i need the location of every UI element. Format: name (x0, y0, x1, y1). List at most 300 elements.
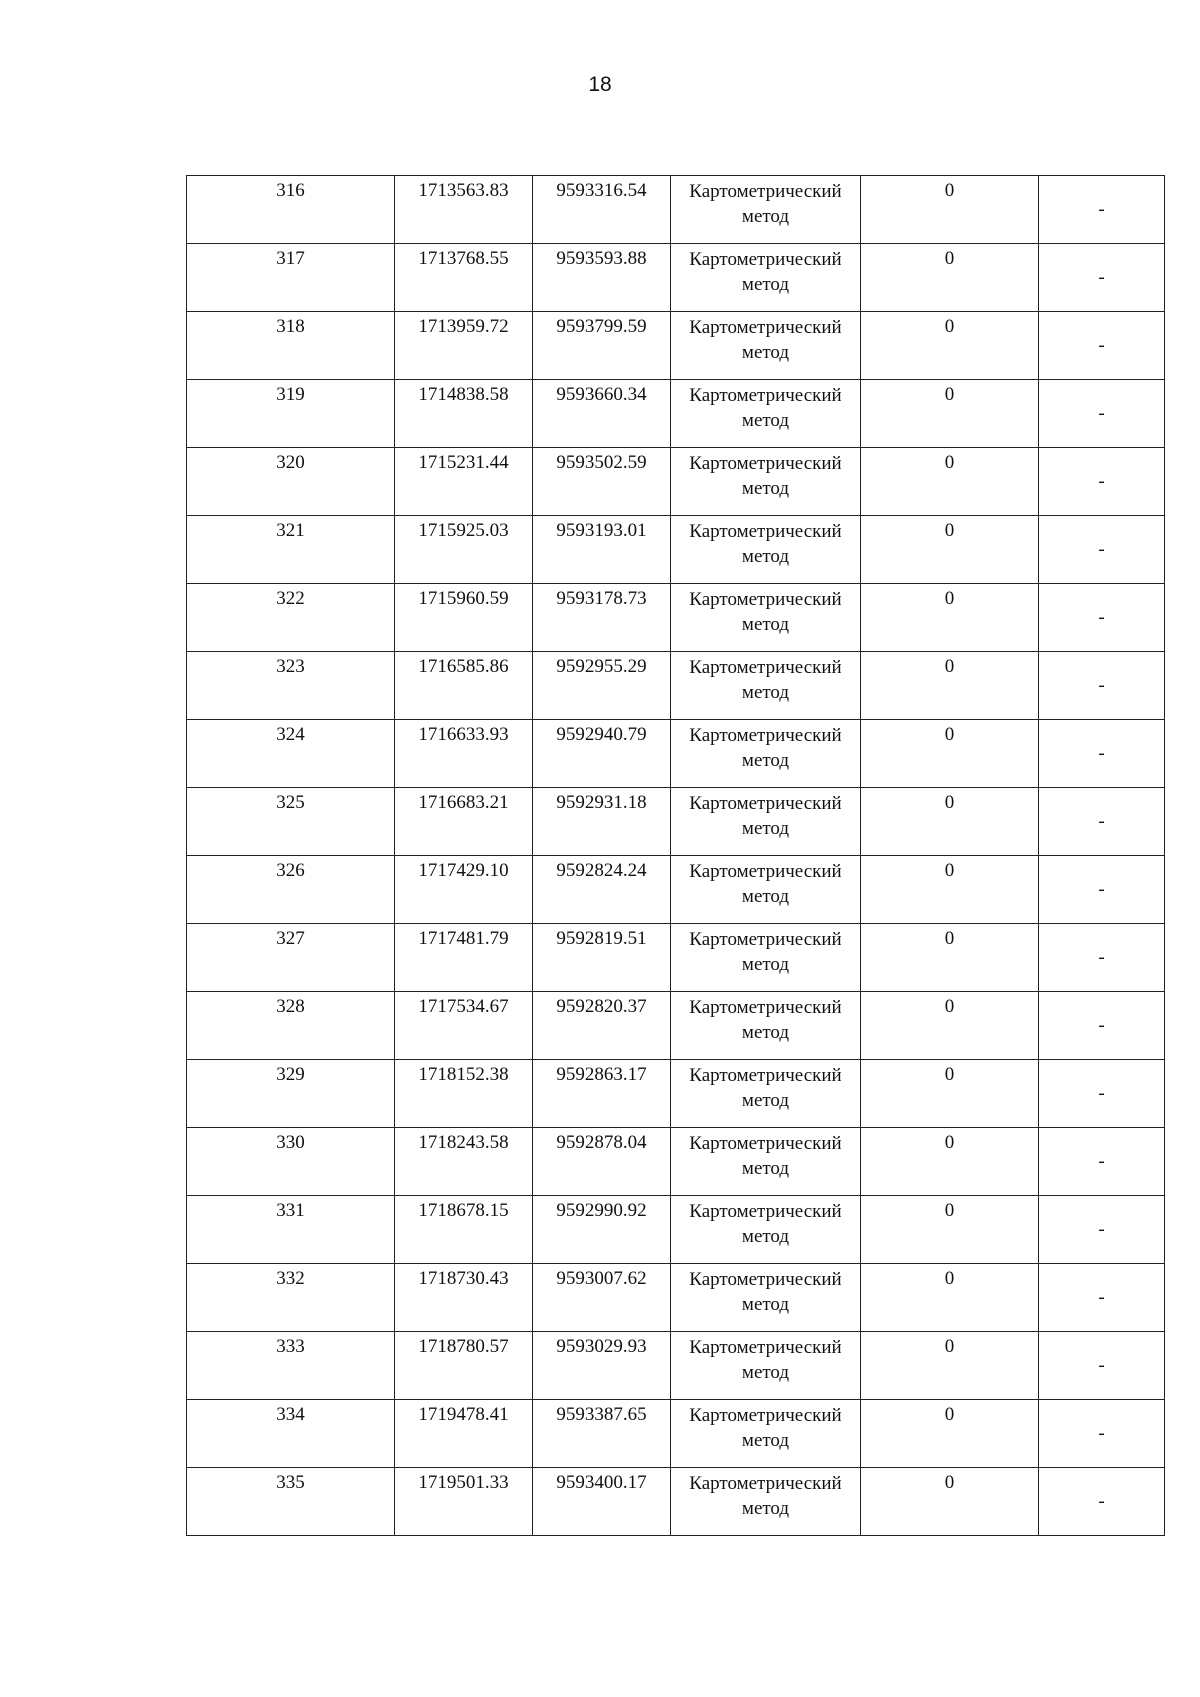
x-coordinate-cell (395, 176, 533, 244)
point-number-cell-text: 330 (276, 1132, 305, 1153)
method-text (671, 516, 860, 569)
point-number-cell (187, 1400, 395, 1468)
error-cell (861, 516, 1039, 584)
x-coordinate-cell (395, 1128, 533, 1196)
table-row (187, 1264, 1165, 1332)
note-cell-text: - (1098, 743, 1105, 764)
error-cell (861, 1468, 1039, 1536)
method-line-2: метод (741, 1430, 790, 1451)
y-coordinate-cell-text: 9593593.88 (556, 248, 647, 269)
method-line-1: Картометрический (689, 1201, 842, 1222)
y-coordinate-cell (533, 312, 671, 380)
note-cell (1039, 992, 1165, 1060)
point-number-cell-text: 324 (276, 724, 305, 745)
table-row (187, 788, 1165, 856)
y-coordinate-cell (533, 448, 671, 516)
y-coordinate-cell-text: 9592955.29 (556, 656, 647, 677)
x-coordinate-cell-text: 1713768.55 (418, 248, 509, 269)
method-text (671, 244, 860, 297)
method-text (671, 380, 860, 433)
point-number-cell-text: 333 (276, 1336, 305, 1357)
error-cell (861, 1264, 1039, 1332)
method-cell (671, 1400, 861, 1468)
method-text (671, 1264, 860, 1317)
error-cell-text: 0 (944, 1268, 955, 1289)
method-cell (671, 1196, 861, 1264)
y-coordinate-cell (533, 244, 671, 312)
error-cell-text: 0 (944, 1404, 955, 1425)
method-cell (671, 924, 861, 992)
y-coordinate-cell (533, 720, 671, 788)
method-cell (671, 992, 861, 1060)
method-line-1: Картометрический (689, 1269, 842, 1290)
x-coordinate-cell (395, 1400, 533, 1468)
note-cell-text: - (1098, 199, 1105, 220)
point-number-cell-text: 323 (276, 656, 305, 677)
x-coordinate-cell (395, 788, 533, 856)
x-coordinate-cell-text: 1717429.10 (418, 860, 509, 881)
method-cell (671, 176, 861, 244)
method-line-2: метод (741, 1226, 790, 1247)
point-number-cell (187, 244, 395, 312)
y-coordinate-cell (533, 1128, 671, 1196)
method-text (671, 1468, 860, 1521)
y-coordinate-cell (533, 788, 671, 856)
x-coordinate-cell-text: 1717534.67 (418, 996, 509, 1017)
y-coordinate-cell-text: 9592990.92 (556, 1200, 647, 1221)
point-number-cell-text: 329 (276, 1064, 305, 1085)
method-line-2: метод (741, 1158, 790, 1179)
x-coordinate-cell (395, 584, 533, 652)
method-line-1: Картометрический (689, 589, 842, 610)
method-cell (671, 1264, 861, 1332)
point-number-cell (187, 380, 395, 448)
error-cell (861, 584, 1039, 652)
table-row (187, 1128, 1165, 1196)
method-line-2: метод (741, 750, 790, 771)
point-number-cell (187, 176, 395, 244)
x-coordinate-cell-text: 1713959.72 (418, 316, 509, 337)
point-number-cell-text: 328 (276, 996, 305, 1017)
method-line-1: Картометрический (689, 521, 842, 542)
y-coordinate-cell-text: 9592820.37 (556, 996, 647, 1017)
method-line-1: Картометрический (689, 453, 842, 474)
method-line-1: Картометрический (689, 725, 842, 746)
y-coordinate-cell-text: 9592824.24 (556, 860, 647, 881)
x-coordinate-cell (395, 856, 533, 924)
note-cell (1039, 1196, 1165, 1264)
point-number-cell (187, 448, 395, 516)
x-coordinate-cell (395, 720, 533, 788)
page-number: 18 (588, 73, 612, 96)
method-cell (671, 244, 861, 312)
error-cell (861, 652, 1039, 720)
point-number-cell (187, 1128, 395, 1196)
error-cell-text: 0 (944, 792, 955, 813)
point-number-cell-text: 322 (276, 588, 305, 609)
error-cell (861, 856, 1039, 924)
point-number-cell (187, 788, 395, 856)
y-coordinate-cell (533, 652, 671, 720)
point-number-cell-text: 331 (276, 1200, 305, 1221)
error-cell (861, 924, 1039, 992)
x-coordinate-cell (395, 1060, 533, 1128)
y-coordinate-cell-text: 9593660.34 (556, 384, 647, 405)
table-row (187, 1332, 1165, 1400)
method-line-2: метод (741, 206, 790, 227)
x-coordinate-cell (395, 1468, 533, 1536)
y-coordinate-cell (533, 924, 671, 992)
x-coordinate-cell-text: 1713563.83 (418, 180, 509, 201)
x-coordinate-cell (395, 244, 533, 312)
note-cell-text: - (1098, 675, 1105, 696)
x-coordinate-cell (395, 1196, 533, 1264)
note-cell (1039, 856, 1165, 924)
table-row (187, 584, 1165, 652)
note-cell (1039, 720, 1165, 788)
y-coordinate-cell-text: 9593193.01 (556, 520, 647, 541)
note-cell-text: - (1098, 1287, 1105, 1308)
y-coordinate-cell-text: 9593387.65 (556, 1404, 647, 1425)
method-text (671, 720, 860, 773)
table-row (187, 992, 1165, 1060)
point-number-cell-text: 316 (276, 180, 305, 201)
table-row (187, 244, 1165, 312)
error-cell-text: 0 (944, 452, 955, 473)
method-line-1: Картометрический (689, 861, 842, 882)
error-cell-text: 0 (944, 860, 955, 881)
note-cell-text: - (1098, 1219, 1105, 1240)
coordinates-table (186, 175, 1165, 1536)
y-coordinate-cell-text: 9592819.51 (556, 928, 647, 949)
x-coordinate-cell (395, 1332, 533, 1400)
method-line-2: метод (741, 818, 790, 839)
error-cell (861, 176, 1039, 244)
note-cell-text: - (1098, 1423, 1105, 1444)
method-line-2: метод (741, 1294, 790, 1315)
error-cell (861, 312, 1039, 380)
y-coordinate-cell-text: 9592878.04 (556, 1132, 647, 1153)
coordinates-table-body (187, 176, 1165, 1536)
method-line-2: метод (741, 1362, 790, 1383)
method-text (671, 1400, 860, 1453)
x-coordinate-cell-text: 1715925.03 (418, 520, 509, 541)
error-cell-text: 0 (944, 996, 955, 1017)
y-coordinate-cell (533, 516, 671, 584)
x-coordinate-cell-text: 1719501.33 (418, 1472, 509, 1493)
y-coordinate-cell (533, 380, 671, 448)
x-coordinate-cell-text: 1716633.93 (418, 724, 509, 745)
error-cell (861, 788, 1039, 856)
note-cell (1039, 1128, 1165, 1196)
y-coordinate-cell-text: 9593029.93 (556, 1336, 647, 1357)
error-cell (861, 448, 1039, 516)
table-row (187, 652, 1165, 720)
method-text (671, 788, 860, 841)
x-coordinate-cell-text: 1715231.44 (418, 452, 509, 473)
y-coordinate-cell-text: 9593400.17 (556, 1472, 647, 1493)
method-text (671, 1060, 860, 1113)
error-cell-text: 0 (944, 520, 955, 541)
table-row (187, 1400, 1165, 1468)
point-number-cell-text: 334 (276, 1404, 305, 1425)
point-number-cell (187, 720, 395, 788)
x-coordinate-cell (395, 652, 533, 720)
method-line-2: метод (741, 274, 790, 295)
method-cell (671, 584, 861, 652)
method-text (671, 1332, 860, 1385)
x-coordinate-cell (395, 448, 533, 516)
table-row (187, 516, 1165, 584)
point-number-cell-text: 321 (276, 520, 305, 541)
method-cell (671, 448, 861, 516)
y-coordinate-cell-text: 9593799.59 (556, 316, 647, 337)
y-coordinate-cell (533, 1060, 671, 1128)
method-line-2: метод (741, 546, 790, 567)
x-coordinate-cell-text: 1716683.21 (418, 792, 509, 813)
method-cell (671, 856, 861, 924)
error-cell (861, 1060, 1039, 1128)
error-cell (861, 720, 1039, 788)
y-coordinate-cell-text: 9592863.17 (556, 1064, 647, 1085)
point-number-cell-text: 335 (276, 1472, 305, 1493)
table-row (187, 1060, 1165, 1128)
point-number-cell (187, 652, 395, 720)
point-number-cell-text: 318 (276, 316, 305, 337)
method-cell (671, 1468, 861, 1536)
point-number-cell (187, 584, 395, 652)
error-cell-text: 0 (944, 316, 955, 337)
x-coordinate-cell-text: 1718243.58 (418, 1132, 509, 1153)
method-cell (671, 1060, 861, 1128)
table-row (187, 924, 1165, 992)
method-line-1: Картометрический (689, 793, 842, 814)
method-text (671, 652, 860, 705)
method-line-1: Картометрический (689, 929, 842, 950)
point-number-cell (187, 1468, 395, 1536)
method-text (671, 856, 860, 909)
y-coordinate-cell (533, 856, 671, 924)
x-coordinate-cell (395, 1264, 533, 1332)
note-cell (1039, 1468, 1165, 1536)
error-cell (861, 244, 1039, 312)
method-text (671, 1196, 860, 1249)
point-number-cell (187, 992, 395, 1060)
error-cell-text: 0 (944, 928, 955, 949)
error-cell-text: 0 (944, 384, 955, 405)
method-cell (671, 652, 861, 720)
note-cell (1039, 788, 1165, 856)
note-cell-text: - (1098, 539, 1105, 560)
note-cell-text: - (1098, 1151, 1105, 1172)
y-coordinate-cell (533, 992, 671, 1060)
x-coordinate-cell (395, 992, 533, 1060)
point-number-cell-text: 326 (276, 860, 305, 881)
note-cell (1039, 312, 1165, 380)
table-row (187, 448, 1165, 516)
x-coordinate-cell-text: 1714838.58 (418, 384, 509, 405)
point-number-cell (187, 1332, 395, 1400)
method-cell (671, 788, 861, 856)
table-row (187, 176, 1165, 244)
note-cell-text: - (1098, 335, 1105, 356)
error-cell-text: 0 (944, 588, 955, 609)
table-row (187, 856, 1165, 924)
method-line-1: Картометрический (689, 657, 842, 678)
error-cell (861, 1128, 1039, 1196)
y-coordinate-cell (533, 1332, 671, 1400)
x-coordinate-cell (395, 312, 533, 380)
x-coordinate-cell (395, 380, 533, 448)
method-line-2: метод (741, 1498, 790, 1519)
error-cell-text: 0 (944, 1064, 955, 1085)
x-coordinate-cell-text: 1718780.57 (418, 1336, 509, 1357)
note-cell (1039, 1264, 1165, 1332)
x-coordinate-cell-text: 1715960.59 (418, 588, 509, 609)
error-cell (861, 1332, 1039, 1400)
method-text (671, 312, 860, 365)
note-cell (1039, 1400, 1165, 1468)
method-cell (671, 380, 861, 448)
method-line-2: метод (741, 410, 790, 431)
point-number-cell (187, 1264, 395, 1332)
note-cell-text: - (1098, 947, 1105, 968)
method-line-1: Картометрический (689, 181, 842, 202)
method-line-1: Картометрический (689, 997, 842, 1018)
method-text (671, 924, 860, 977)
method-line-1: Картометрический (689, 249, 842, 270)
point-number-cell-text: 332 (276, 1268, 305, 1289)
y-coordinate-cell (533, 1196, 671, 1264)
method-cell (671, 312, 861, 380)
x-coordinate-cell (395, 924, 533, 992)
method-cell (671, 720, 861, 788)
note-cell-text: - (1098, 403, 1105, 424)
point-number-cell (187, 312, 395, 380)
method-line-2: метод (741, 682, 790, 703)
x-coordinate-cell-text: 1718730.43 (418, 1268, 509, 1289)
note-cell-text: - (1098, 811, 1105, 832)
error-cell (861, 1400, 1039, 1468)
point-number-cell-text: 320 (276, 452, 305, 473)
method-line-2: метод (741, 886, 790, 907)
x-coordinate-cell-text: 1717481.79 (418, 928, 509, 949)
error-cell-text: 0 (944, 248, 955, 269)
method-cell (671, 1128, 861, 1196)
note-cell-text: - (1098, 1355, 1105, 1376)
table-row (187, 1196, 1165, 1264)
point-number-cell-text: 317 (276, 248, 305, 269)
note-cell-text: - (1098, 1491, 1105, 1512)
note-cell (1039, 584, 1165, 652)
x-coordinate-cell-text: 1719478.41 (418, 1404, 509, 1425)
point-number-cell-text: 327 (276, 928, 305, 949)
y-coordinate-cell-text: 9592931.18 (556, 792, 647, 813)
note-cell-text: - (1098, 267, 1105, 288)
error-cell-text: 0 (944, 1132, 955, 1153)
y-coordinate-cell (533, 176, 671, 244)
method-line-2: метод (741, 342, 790, 363)
point-number-cell (187, 924, 395, 992)
note-cell (1039, 176, 1165, 244)
method-line-1: Картометрический (689, 1133, 842, 1154)
method-line-2: метод (741, 478, 790, 499)
method-line-2: метод (741, 1090, 790, 1111)
point-number-cell (187, 1060, 395, 1128)
method-cell (671, 1332, 861, 1400)
note-cell (1039, 924, 1165, 992)
table-row (187, 720, 1165, 788)
method-text (671, 176, 860, 229)
method-line-1: Картометрический (689, 1473, 842, 1494)
note-cell (1039, 448, 1165, 516)
method-text (671, 1128, 860, 1181)
x-coordinate-cell-text: 1718152.38 (418, 1064, 509, 1085)
error-cell-text: 0 (944, 1472, 955, 1493)
y-coordinate-cell-text: 9593502.59 (556, 452, 647, 473)
y-coordinate-cell (533, 1468, 671, 1536)
method-text (671, 448, 860, 501)
error-cell (861, 380, 1039, 448)
note-cell (1039, 380, 1165, 448)
note-cell (1039, 652, 1165, 720)
note-cell (1039, 244, 1165, 312)
note-cell-text: - (1098, 607, 1105, 628)
point-number-cell (187, 1196, 395, 1264)
error-cell-text: 0 (944, 180, 955, 201)
note-cell-text: - (1098, 879, 1105, 900)
note-cell (1039, 1332, 1165, 1400)
point-number-cell (187, 516, 395, 584)
error-cell-text: 0 (944, 724, 955, 745)
table-row (187, 312, 1165, 380)
method-text (671, 584, 860, 637)
y-coordinate-cell-text: 9592940.79 (556, 724, 647, 745)
method-line-2: метод (741, 614, 790, 635)
method-line-2: метод (741, 954, 790, 975)
note-cell (1039, 516, 1165, 584)
method-line-1: Картометрический (689, 1065, 842, 1086)
method-text (671, 992, 860, 1045)
note-cell (1039, 1060, 1165, 1128)
note-cell-text: - (1098, 1083, 1105, 1104)
error-cell-text: 0 (944, 1336, 955, 1357)
note-cell-text: - (1098, 471, 1105, 492)
method-line-2: метод (741, 1022, 790, 1043)
method-line-1: Картометрический (689, 1337, 842, 1358)
y-coordinate-cell (533, 584, 671, 652)
table-row (187, 1468, 1165, 1536)
y-coordinate-cell (533, 1400, 671, 1468)
point-number-cell (187, 856, 395, 924)
x-coordinate-cell-text: 1718678.15 (418, 1200, 509, 1221)
x-coordinate-cell-text: 1716585.86 (418, 656, 509, 677)
point-number-cell-text: 325 (276, 792, 305, 813)
y-coordinate-cell-text: 9593178.73 (556, 588, 647, 609)
error-cell (861, 992, 1039, 1060)
y-coordinate-cell-text: 9593007.62 (556, 1268, 647, 1289)
x-coordinate-cell (395, 516, 533, 584)
y-coordinate-cell (533, 1264, 671, 1332)
note-cell-text: - (1098, 1015, 1105, 1036)
table-row (187, 380, 1165, 448)
method-line-1: Картометрический (689, 317, 842, 338)
point-number-cell-text: 319 (276, 384, 305, 405)
method-cell (671, 516, 861, 584)
error-cell-text: 0 (944, 656, 955, 677)
error-cell-text: 0 (944, 1200, 955, 1221)
y-coordinate-cell-text: 9593316.54 (556, 180, 647, 201)
